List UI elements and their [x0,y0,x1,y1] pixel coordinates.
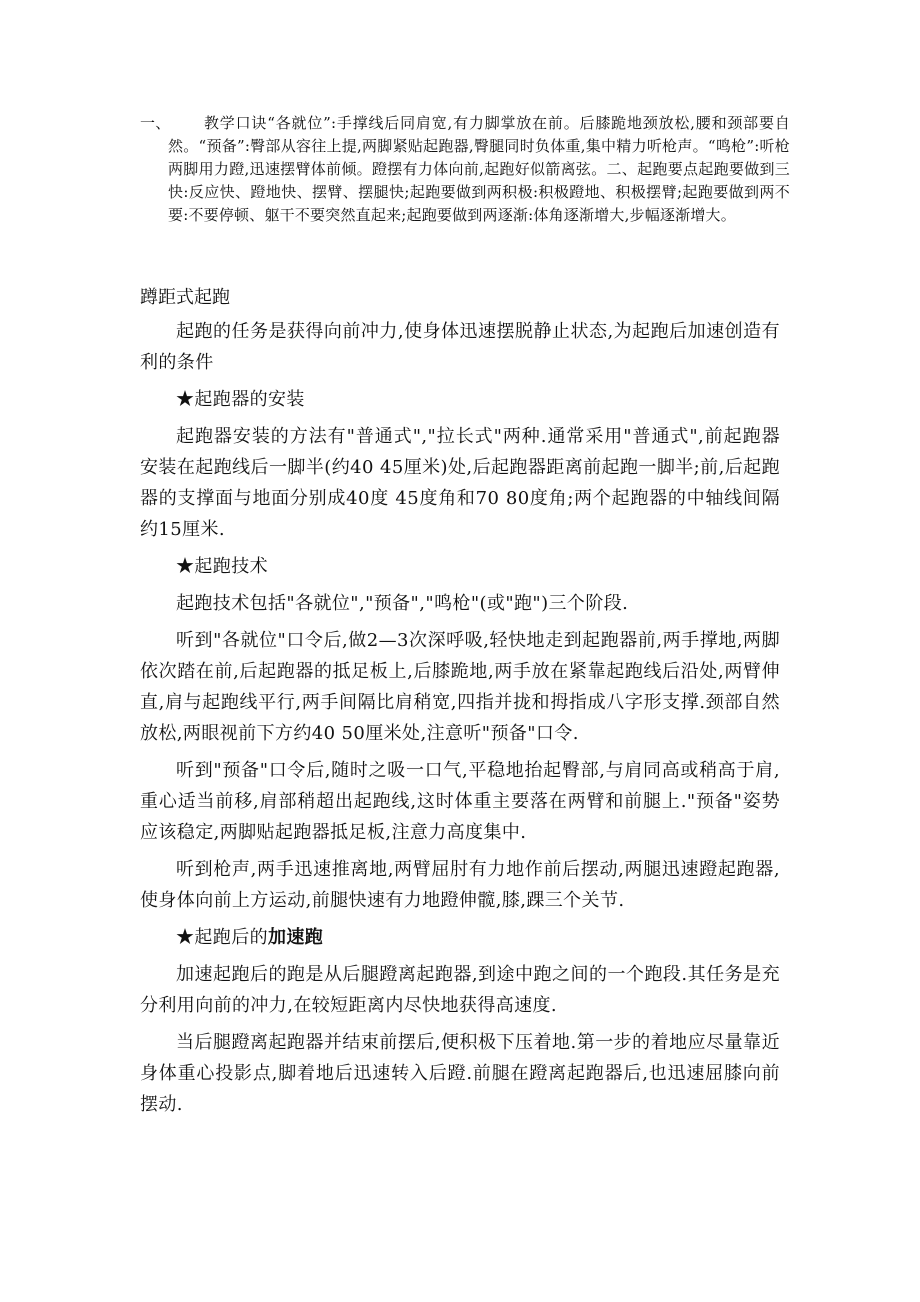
heading-acceleration [140,922,780,953]
section-title: 蹲距式起跑 [140,287,230,308]
paragraph-acceleration: 加速起跑后的跑是从后腿蹬离起跑器,到途中跑之间的一个跑段.其任务是充分利用向前的冲力,在较短距离内尽快地获得高速度. [140,964,780,1016]
heading-installation: ★起跑器的安装 [176,389,305,410]
intro-number: 一、 [140,114,171,132]
intro-block [140,112,790,227]
paragraph-task: 起跑的任务是获得向前冲力,使身体迅速摆脱静止状态,为起跑后加速创造有利的条件 [140,321,780,373]
paragraph-stages: 起跑技术包括"各就位","预备","鸣枪"(或"跑")三个阶段. [176,593,629,614]
main-body [140,316,780,1126]
paragraph-gun: 听到枪声,两手迅速推离地,两臂屈肘有力地作前后摆动,两腿迅速蹬起跑器,使身体向前上方运动,前腿快速有力地蹬伸髋,膝,踝三个关节. [140,859,780,911]
paragraph-on-your-marks: 听到"各就位"口令后,做2—3次深呼吸,轻快地走到起跑器前,两手撑地,两脚依次踏在前,后起跑器的抵足板上,后膝跪地,两手放在紧靠起跑线后沿处,两臂伸直,肩与起跑线平行,两手间隔比肩稍宽,四指并拢和拇指成八字形支撑.颈部自然放松,两眼视前下方约40 50厘米处,注意听"预备"口令. [140,630,780,744]
paragraph-set: 听到"预备"口令后,随时之吸一口气,平稳地抬起臀部,与肩同高或稍高于肩,重心适当前移,肩部稍超出起跑线,这时体重主要落在两臂和前腿上."预备"姿势应该稳定,两脚贴起跑器抵足板,注意力高度集中. [140,760,780,843]
heading-acceleration-prefix: ★起跑后的 [176,927,268,948]
paragraph-installation: 起跑器安装的方法有"普通式","拉长式"两种.通常采用"普通式",前起跑器安装在起跑线后一脚半(约40 45厘米)处,后起跑器距离前起跑一脚半;前,后起跑器的支撑面与地面分别成40度 45度角和70 80度角;两个起跑器的中轴线间隔约15厘米. [140,426,780,540]
intro-text: 教学口诀“各就位”:手撑线后同肩宽,有力脚掌放在前。后膝跪地颈放松,腰和颈部要自然。“预备”:臀部从容往上提,两脚紧贴起跑器,臀腿同时负体重,集中精力听枪声。“鸣枪”:听枪两脚用力蹬,迅速摆臂体前倾。蹬摆有力体向前,起跑好似箭离弦。二、起跑要点起跑要做到三快:反应快、蹬地快、摆臂、摆腿快;起跑要做到两积极:积极蹬地、积极摆臂;起跑要做到两不要:不要停顿、躯干不要突然直起来;起跑要做到两逐渐:体角逐渐增大,步幅逐渐增大。 [168,114,790,224]
paragraph-first-step: 当后腿蹬离起跑器并结束前摆后,便积极下压着地.第一步的着地应尽量靠近身体重心投影点,脚着地后迅速转入后蹬.前腿在蹬离起跑器后,也迅速屈膝向前摆动. [140,1032,780,1115]
heading-technique: ★起跑技术 [176,556,268,577]
heading-acceleration-bold: 加速跑 [268,927,324,948]
